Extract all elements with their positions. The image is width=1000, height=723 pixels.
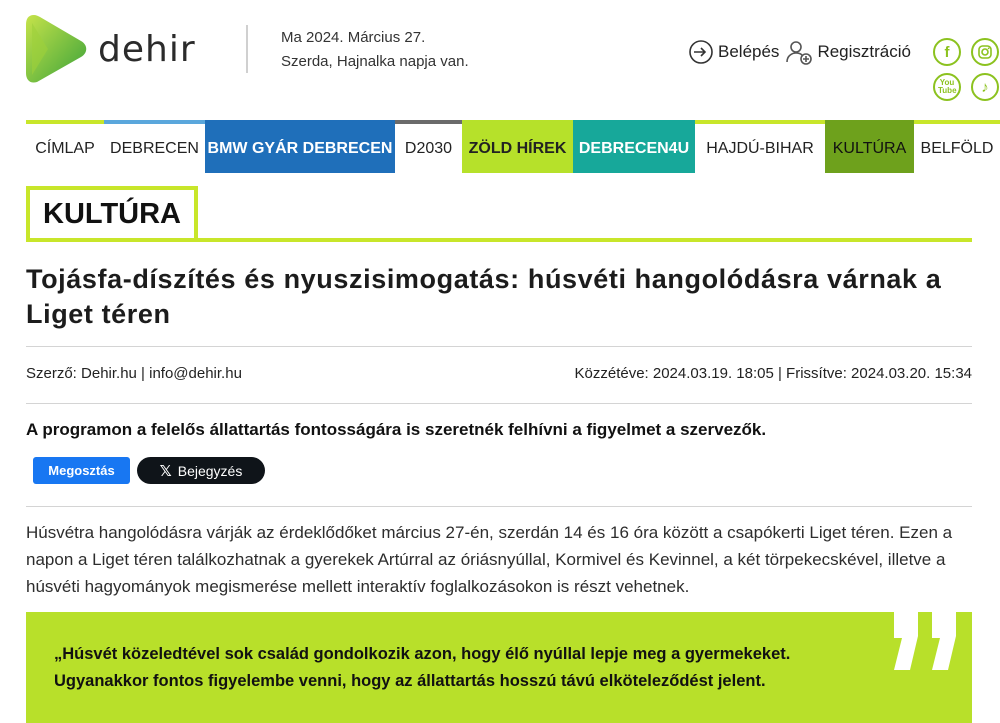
- facebook-share-button[interactable]: Megosztás: [33, 457, 130, 484]
- section-tag[interactable]: KULTÚRA: [26, 186, 198, 242]
- nav-item-zold-hirek[interactable]: ZÖLD HÍREK: [462, 120, 573, 173]
- site-logo[interactable]: [26, 13, 226, 85]
- x-post-label: Bejegyzés: [177, 462, 243, 479]
- instagram-icon[interactable]: [971, 38, 999, 66]
- divider: [26, 403, 972, 404]
- register-link[interactable]: [785, 38, 911, 66]
- login-label: Belépés: [718, 42, 780, 61]
- quote-text: „Húsvét közeledtével sok család gondolkozik azon, hogy élő nyúllal lepje meg a gyermekeket. Ugyanakkor fontos figyelembe venni, hogy az állattartás hosszú távú elköteleződést jelent.: [54, 645, 791, 690]
- nav-item-debrecen[interactable]: DEBRECEN: [104, 120, 205, 173]
- pull-quote: [26, 612, 972, 723]
- dehir-logo-icon: [26, 13, 88, 85]
- facebook-icon[interactable]: f: [933, 38, 961, 66]
- auth-links: [688, 38, 911, 66]
- article-author: Szerző: Dehir.hu | info@dehir.hu: [26, 365, 242, 382]
- divider: [26, 506, 972, 507]
- add-user-icon: [785, 38, 813, 66]
- logo-wordmark: dehir: [98, 28, 196, 70]
- x-post-button[interactable]: [137, 457, 265, 484]
- x-icon: 𝕏: [159, 462, 172, 480]
- nav-item-debrecen4u[interactable]: DEBRECEN4U: [573, 120, 695, 173]
- login-link[interactable]: [688, 39, 779, 65]
- article-body: Húsvétra hangolódásra várják az érdeklődőket március 27-én, szerdán 14 és 16 óra között a csapókerti Liget téren. Ezen a napon a Liget téren találkozhatnak a gyerekek Artúrral az óriásnyúllal, Kormivel és Kevinnel, a két törpekecskével, illetve a húsvéti hagyományok megismerése mellett interaktív foglalkozásokon is részt vehetnek.: [26, 523, 953, 596]
- article-dates: Közzétéve: 2024.03.19. 18:05 | Frissítve: 2024.03.20. 15:34: [574, 365, 972, 382]
- nav-item-belfold[interactable]: BELFÖLD: [914, 120, 1000, 173]
- site-header: [0, 0, 1000, 110]
- nameday: Szerda, Hajnalka napja van.: [281, 53, 469, 70]
- nav-item-d2030[interactable]: D2030: [395, 120, 462, 173]
- article-lead: A programon a felelős állattartás fontosságára is szeretnék felhívni a figyelmet a szervezők.: [26, 420, 767, 439]
- current-date: Ma 2024. Március 27.: [281, 29, 426, 46]
- register-label: Regisztráció: [817, 42, 911, 61]
- tiktok-icon[interactable]: ♪: [971, 73, 999, 101]
- divider: [26, 346, 972, 347]
- quote-mark-icon: [888, 612, 968, 674]
- date-block: [281, 26, 469, 74]
- nav-item-bmw[interactable]: BMW GYÁR DEBRECEN: [205, 120, 395, 173]
- instagram-glyph: [977, 44, 993, 60]
- youtube-icon[interactable]: You Tube: [933, 73, 961, 101]
- nav-item-kultura[interactable]: KULTÚRA: [825, 120, 914, 173]
- header-divider: [246, 25, 248, 73]
- nav-item-cimlap[interactable]: CÍMLAP: [26, 120, 104, 173]
- login-icon: [688, 39, 714, 65]
- nav-item-hajdu-bihar[interactable]: HAJDÚ-BIHAR: [695, 120, 825, 173]
- main-nav: [26, 120, 1000, 173]
- section-underline: [26, 238, 972, 242]
- article-title: Tojásfa-díszítés és nyuszisimogatás: húsvéti hangolódásra várnak a Liget téren: [26, 264, 942, 329]
